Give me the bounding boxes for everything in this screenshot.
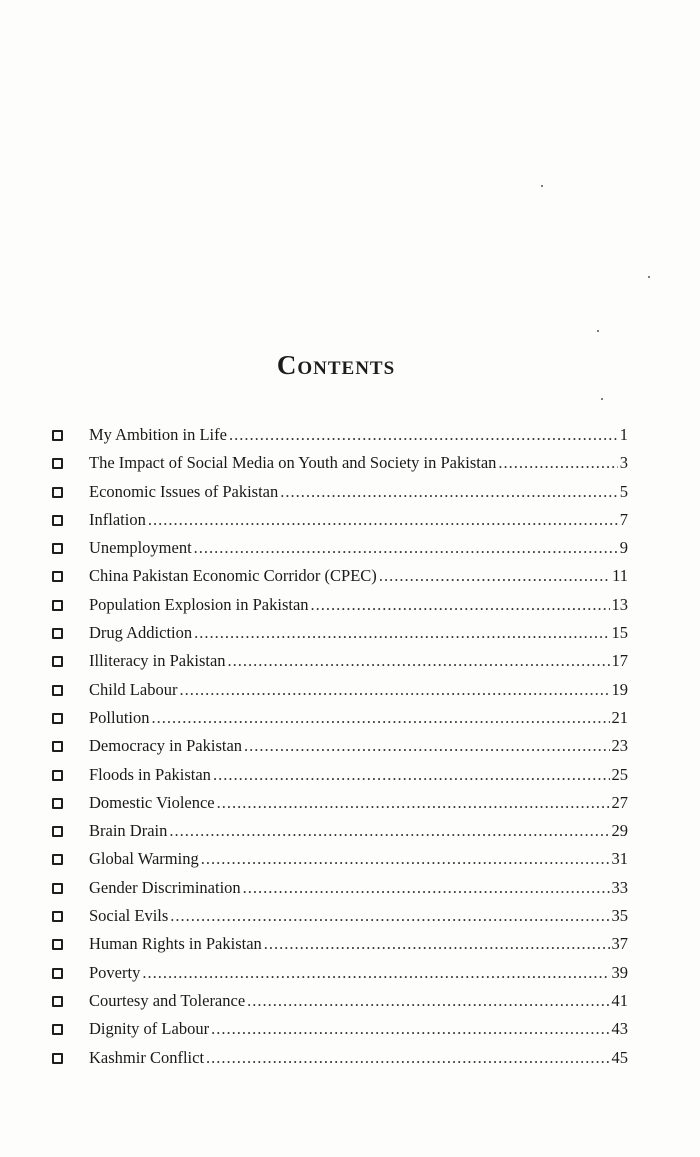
checkbox-icon	[52, 571, 63, 582]
toc-entry-page-number: 27	[611, 792, 628, 812]
toc-entry-page-number: 25	[611, 764, 628, 784]
toc-entry[interactable]	[52, 478, 628, 506]
checkbox-icon	[52, 1024, 63, 1035]
dot-leader	[498, 449, 617, 477]
toc-entry[interactable]	[52, 1044, 628, 1072]
toc-entry[interactable]	[52, 591, 628, 619]
toc-entry-page-number: 23	[611, 736, 628, 756]
toc-entry-title: Democracy in Pakistan	[89, 736, 243, 756]
toc-entry-page-number: 39	[611, 962, 628, 982]
toc-entry-page-number: 21	[611, 707, 628, 727]
checkbox-icon	[52, 996, 63, 1007]
dot-leader	[179, 676, 609, 704]
dot-leader	[280, 478, 617, 506]
checkbox-icon	[52, 685, 63, 696]
dot-leader	[217, 789, 610, 817]
toc-entry-page-number: 33	[611, 877, 628, 897]
toc-entry[interactable]	[52, 789, 628, 817]
toc-entry-page-number: 5	[619, 481, 628, 501]
toc-entry-title: Floods in Pakistan	[89, 764, 211, 784]
toc-entry[interactable]	[52, 761, 628, 789]
toc-entry-title: Unemployment	[89, 538, 192, 558]
dot-leader	[194, 534, 618, 562]
checkbox-icon	[52, 543, 63, 554]
checkbox-icon	[52, 628, 63, 639]
toc-entry-page-number: 13	[611, 594, 628, 614]
toc-entry[interactable]	[52, 562, 628, 590]
toc-entry-page-number: 31	[611, 849, 628, 869]
toc-entry[interactable]	[52, 704, 628, 732]
toc-entry[interactable]	[52, 534, 628, 562]
toc-entry[interactable]	[52, 845, 628, 873]
dot-leader	[206, 1044, 609, 1072]
dot-leader	[170, 902, 609, 930]
checkbox-icon	[52, 656, 63, 667]
toc-entry-page-number: 43	[611, 1019, 628, 1039]
checkbox-icon	[52, 854, 63, 865]
dot-leader	[148, 506, 618, 534]
toc-entry[interactable]	[52, 959, 628, 987]
toc-entry-page-number: 37	[611, 934, 628, 954]
dot-leader	[311, 591, 610, 619]
toc-entry-title: Dignity of Labour	[89, 1019, 210, 1039]
scan-speck	[541, 185, 543, 187]
toc-entry-title: China Pakistan Economic Corridor (CPEC)	[89, 566, 377, 586]
checkbox-icon	[52, 798, 63, 809]
checkbox-icon	[52, 911, 63, 922]
dot-leader	[247, 987, 609, 1015]
toc-entry[interactable]	[52, 987, 628, 1015]
toc-entry[interactable]	[52, 732, 628, 760]
checkbox-icon	[52, 515, 63, 526]
page-title: Contents	[276, 350, 396, 380]
toc-entry[interactable]	[52, 676, 628, 704]
toc-entry-title: Domestic Violence	[89, 792, 215, 812]
toc-entry-page-number: 7	[619, 509, 628, 529]
toc-entry-title: Brain Drain	[89, 821, 168, 841]
toc-entry-title: Courtesy and Tolerance	[89, 990, 246, 1010]
dot-leader	[229, 421, 618, 449]
toc-entry-page-number: 41	[611, 990, 628, 1010]
dot-leader	[152, 704, 610, 732]
toc-entry-title: Population Explosion in Pakistan	[89, 594, 309, 614]
dot-leader	[264, 930, 610, 958]
scan-speck	[601, 398, 603, 400]
checkbox-icon	[52, 968, 63, 979]
checkbox-icon	[52, 741, 63, 752]
checkbox-icon	[52, 458, 63, 469]
toc-entry-page-number: 1	[619, 425, 628, 444]
toc-entry-title: The Impact of Social Media on Youth and Society in Pakistan	[89, 453, 497, 473]
scan-speck	[648, 276, 650, 278]
dot-leader	[213, 761, 610, 789]
toc-entry-page-number: 15	[611, 623, 628, 643]
toc-entry[interactable]	[52, 647, 628, 675]
checkbox-icon	[52, 430, 63, 441]
toc-entry[interactable]	[52, 902, 628, 930]
toc-entry-title: Gender Discrimination	[89, 877, 241, 897]
toc-entry-page-number: 9	[619, 538, 628, 558]
toc-entry-title: Child Labour	[89, 679, 178, 699]
checkbox-icon	[52, 883, 63, 894]
toc-entry-page-number: 45	[611, 1047, 628, 1067]
toc-entry-title: Drug Addiction	[89, 623, 193, 643]
toc-entry-page-number: 3	[619, 453, 628, 473]
checkbox-icon	[52, 770, 63, 781]
toc-entry-page-number: 11	[612, 566, 628, 586]
dot-leader	[142, 959, 609, 987]
toc-entry-page-number: 19	[611, 679, 628, 699]
toc-entry-page-number: 29	[611, 821, 628, 841]
toc-entry-title: Global Warming	[89, 849, 199, 869]
toc-entry[interactable]	[52, 506, 628, 534]
dot-leader	[201, 845, 610, 873]
toc-entry[interactable]	[52, 874, 628, 902]
checkbox-icon	[52, 487, 63, 498]
toc-entry-title: Social Evils	[89, 906, 169, 926]
dot-leader	[379, 562, 610, 590]
toc-entry-title: Illiteracy in Pakistan	[89, 651, 226, 671]
toc-entry[interactable]	[52, 449, 628, 477]
checkbox-icon	[52, 600, 63, 611]
dot-leader	[169, 817, 609, 845]
checkbox-icon	[52, 1053, 63, 1064]
toc-entry-title: Poverty	[89, 962, 141, 982]
checkbox-icon	[52, 939, 63, 950]
toc-entry[interactable]	[52, 930, 628, 958]
toc-entry-page-number: 17	[611, 651, 628, 671]
toc-entry[interactable]	[52, 421, 628, 449]
toc-entry[interactable]	[52, 817, 628, 845]
dot-leader	[244, 732, 609, 760]
toc-entry-title: Inflation	[89, 509, 146, 529]
dot-leader	[243, 874, 610, 902]
toc-entry-title: Kashmir Conflict	[89, 1047, 205, 1067]
dot-leader	[211, 1015, 609, 1043]
checkbox-icon	[52, 826, 63, 837]
toc-entry-title: Human Rights in Pakistan	[89, 934, 262, 954]
toc-entry[interactable]	[52, 619, 628, 647]
table-of-contents	[52, 421, 628, 1072]
toc-entry-page-number: 35	[611, 906, 628, 926]
toc-entry-title: Pollution	[89, 707, 150, 727]
dot-leader	[194, 619, 609, 647]
toc-entry-title: Economic Issues of Pakistan	[89, 481, 279, 501]
toc-entry-title: My Ambition in Life	[89, 425, 227, 444]
toc-entry[interactable]	[52, 1015, 628, 1043]
dot-leader	[228, 647, 610, 675]
checkbox-icon	[52, 713, 63, 724]
scan-speck	[597, 330, 599, 332]
